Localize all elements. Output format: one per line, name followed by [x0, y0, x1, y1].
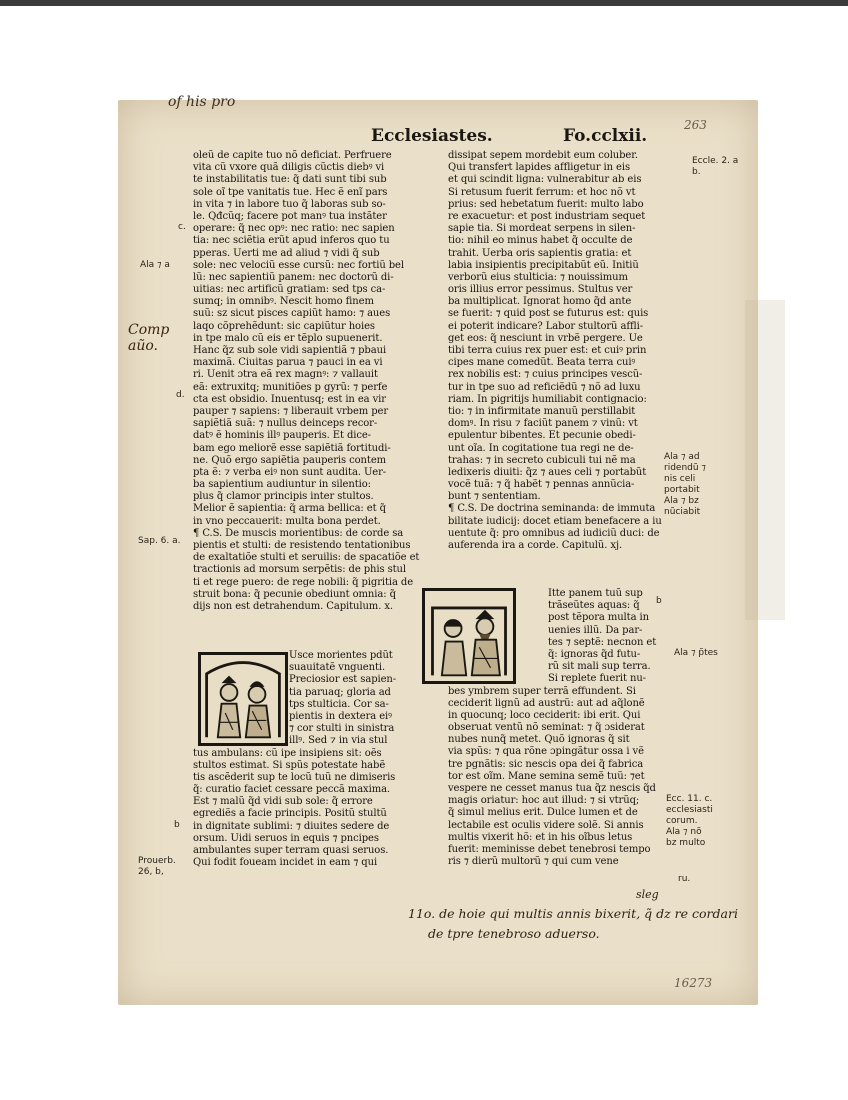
text-line: get eos: q̃ nesciunt in vrbẽ pergere. Ue — [448, 332, 643, 344]
left-margin-note-1: Ala ⁊ a — [140, 260, 170, 270]
text-line: sole: nec velociũ esse cursũ: nec fortiũ bel — [193, 259, 404, 271]
text-line: ambulantes super terram quasi seruos. — [193, 845, 389, 856]
text-line: bunt ⁊ sententiam. — [448, 491, 541, 503]
text-line: operare: q̃ nec opꝰ: nec ratio: nec sapien — [193, 223, 395, 235]
text-line: in tpe malo cũ eis er tẽplo supuenerit. — [193, 332, 383, 344]
text-line: ri. Uenit ɔtra eã rex magnꝰ: ⁊ vallauit — [193, 369, 378, 381]
folio-number: Fo.cclxii. — [563, 126, 648, 146]
left-margin-note-3: d. — [176, 390, 185, 400]
right-margin-note-6: ru. — [678, 874, 691, 884]
text-line: pientis et stulti: de resistendo tentationibus — [193, 540, 411, 551]
text-line: pauper ⁊ sapiens: ⁊ liberauit vrbem per — [193, 405, 389, 417]
text-line: struit bona: q̃ pecunie obediunt omnia: q̃ — [193, 588, 396, 600]
handwritten-note-line-2: de tpre tenebroso aduerso. — [428, 926, 600, 941]
text-line: trahit. Uerba oris sapientis gratia: et — [448, 247, 632, 259]
text-line: vocẽ tuã: ⁊ q̃ habẽt ⁊ pennas annũcia- — [448, 479, 635, 491]
text-line: auferenda ira a corde. Capitulũ. xj. — [448, 540, 623, 551]
text-line: le. Qđcũq; facere pot manꝰ tua instãter — [193, 210, 387, 222]
right-margin-note-1: Eccle. 2. a b. — [692, 156, 739, 177]
right-margin-note-2: Ala ⁊ ad ridendũ ⁊ nis celi portabit Ala ⁊ bz nũciabit — [664, 452, 706, 517]
text-line: pientis in dextera eiꝰ — [289, 710, 392, 722]
text-line: bilitate iudicij: docet etiam benefacere a iu — [448, 515, 662, 527]
text-line: labia insipientis precipitabũt eũ. Initiũ — [448, 259, 639, 271]
text-line: dissipat sepem mordebit eum coluber. — [448, 150, 638, 161]
text-line: plus q̃ clamor principis inter stultos. — [193, 491, 374, 503]
text-line: vespere ne cesset manus tua q̃z nescis q̃d — [448, 783, 656, 794]
text-line: uitias: nec artificũ gratiam: sed tps ca- — [193, 284, 386, 296]
manuscript-leaf — [118, 94, 758, 1005]
text-line: Si replete fuerit nu- — [548, 673, 646, 685]
text-line: ledixeris diuiti: q̃z ⁊ aues celi ⁊ portabũt — [448, 466, 647, 478]
text-line: fuerit: meminisse debet tenebrosi tempo — [448, 843, 651, 855]
text-line: nubes nunq̃ metet. Quõ ignoras q̃ sit — [448, 734, 630, 746]
text-line: tio: ⁊ in infirmitate manuũ perstillabit — [448, 405, 636, 417]
text-line: pperas. Uerti me ad aliud ⁊ vidi q̃ sub — [193, 247, 380, 259]
text-line: verborũ eius stulticia: ⁊ nouissimum — [448, 271, 628, 283]
text-line: in quocunq; loco ceciderit: ibi erit. Qui — [448, 709, 641, 721]
text-line: oleũ de capite tuo nõ deficiat. Perfruere — [193, 150, 392, 161]
left-text-column — [193, 150, 439, 613]
text-line: te instabilitatis tue: q̃ dati sunt tibi sub — [193, 174, 387, 186]
right-text-column-lower — [448, 588, 686, 868]
text-line: uenies illũ. Da par- — [548, 624, 643, 636]
text-line: ris ⁊ dierũ multorũ ⁊ qui cum vene — [448, 856, 619, 868]
left-margin-note-2: c. — [178, 222, 186, 232]
left-margin-handwritten-note: Comp aũo. — [128, 322, 170, 354]
text-line: trahas: ⁊ in secreto cubiculi tui nẽ ma — [448, 454, 636, 466]
text-line: vita cũ vxore quã diligis cũctis diebꝰ vi — [193, 162, 385, 174]
text-line: rũ sit mali sup terra. — [548, 661, 651, 673]
text-line: se fuerit: ⁊ quid post se futurus est: quis — [448, 308, 649, 320]
text-line: tur in tpe suo ad reficiẽdũ ⁊ nõ ad luxu — [448, 381, 641, 393]
handwritten-note-line-1: 11o. de hoie qui multis annis bixerit, q̃ dz re cordari — [408, 906, 738, 921]
text-line: tia: nec sciẽtia erũt apud inferos quo tu — [193, 235, 390, 247]
page-number: 263 — [684, 118, 707, 132]
text-line: post tẽpora multa in — [548, 612, 649, 624]
text-line: Qui fodit foueam incidet in eam ⁊ qui — [193, 857, 378, 869]
text-line: prius: sed hebetatum fuerit: multo labo — [448, 198, 644, 210]
text-line: Itte panem tuũ sup — [548, 588, 643, 599]
text-line: suũ: sz sicut pisces capiũt hamo: ⁊ aues — [193, 308, 391, 320]
left-margin-note-4: Sap. 6. a. — [138, 536, 181, 546]
text-line: tre pgnãtis: sic nescis opa dei q̃ fabrica — [448, 758, 644, 770]
text-line: q̃ simul melius erit. Dulce lumen et de — [448, 807, 638, 819]
text-line: tractionis ad morsum serpẽtis: de phis stul — [193, 564, 406, 576]
text-line: cta est obsidio. Inuentusq; est in ea vir — [193, 393, 386, 405]
text-line: tia paruaq; gloria ad — [289, 686, 391, 698]
text-line: riam. In pigritijs humiliabit contignacio: — [448, 393, 647, 405]
text-line: ¶ C.S. De doctrina seminanda: de immuta — [448, 503, 656, 515]
handwritten-note-line-3: sleg — [636, 888, 659, 901]
text-line: illꝰ. Sed ⁊ in via stul — [289, 735, 388, 747]
text-line: sapie tia. Si mordeat serpens in silen- — [448, 223, 636, 235]
text-line: tibi terra cuius rex puer est: et cuiꝰ prin — [448, 345, 647, 356]
text-line: datꝰ ẽ hominis illꝰ pauperis. Et dice- — [193, 430, 371, 442]
text-line: ei poterit indicare? Labor stultorũ affli- — [448, 320, 644, 332]
text-line: tps stulticia. Cor sa- — [289, 698, 389, 710]
text-line: et qui scindit ligna: vulnerabitur ab eis — [448, 174, 642, 186]
text-line: eã: extruxitq; munitiões p gyrũ: ⁊ perfe — [193, 381, 388, 393]
text-line: unt oĩa. In cogitatione tua regi ne de- — [448, 442, 634, 454]
right-margin-note-5: Ecc. 11. c. ecclesiasti corum. Ala ⁊ nõ bz multo — [666, 794, 713, 848]
text-line: bes ymbrem super terrã effundent. Si — [448, 685, 636, 697]
text-line: via spũs: ⁊ qua rõne ɔpingãtur ossa i vẽ — [448, 746, 644, 758]
text-line: Hanc q̃z sub sole vidi sapientiã ⁊ pbaui — [193, 345, 387, 356]
left-text-column-lower — [193, 650, 439, 869]
text-line: pta ẽ: ⁊ verba eiꝰ non sunt audita. Uer- — [193, 466, 387, 478]
text-line: ceciderit lignũ ad austrũ: aut ad aq̃lonẽ — [448, 697, 645, 709]
text-line: sole oĩ tpe vanitatis tue. Hec ẽ enĩ pars — [193, 186, 388, 198]
left-margin-note-6: Prouerb. 26, b, — [138, 856, 176, 877]
right-margin-note-4: Ala ⁊ p̃tes — [674, 648, 718, 658]
text-line: lũ: nec sapientiũ panem: nec doctorũ di- — [193, 271, 394, 283]
text-line: uentute q̃: pro omnibus ad iudiciũ duci: de — [448, 527, 660, 539]
text-line: lectabile est oculis videre solẽ. Si annis — [448, 819, 644, 831]
text-line: Qui transfert lapides affligetur in eis — [448, 162, 630, 174]
text-line: in dignitate sublimi: ⁊ diuites sedere de — [193, 820, 390, 832]
right-margin-note-3: b — [656, 596, 662, 606]
right-text-column — [448, 150, 686, 552]
text-line: Si retusum fuerit ferrum: et hoc nõ vt — [448, 186, 636, 198]
text-line: sapiẽtiã suã: ⁊ nullus deinceps recor- — [193, 418, 378, 430]
text-line: oris illius error pessimus. Stultus ver — [448, 284, 633, 296]
text-line: tis ascẽderit sup te locũ tuũ ne dimiseris — [193, 771, 396, 783]
text-line: tor est oĩm. Mane semina semẽ tuũ: ⁊et — [448, 770, 645, 782]
text-line: multis vixerit hõ: et in his oĩbus letus — [448, 831, 633, 843]
text-line: rex nobilis est: ⁊ cuius principes vescũ- — [448, 369, 643, 381]
text-line: tus ambulans: cũ ipe insipiens sit: oẽs — [193, 747, 382, 759]
text-line: suauitatẽ vnguenti. — [289, 662, 386, 674]
text-line: magis oriatur: hoc aut illud: ⁊ si vtrũq; — [448, 795, 640, 807]
catalog-number: 16273 — [674, 976, 713, 990]
text-line: tes ⁊ septẽ: necnon et — [548, 636, 657, 648]
text-line: ba sapientium audiuntur in silentio: — [193, 479, 371, 491]
text-line: q̃: curatio faciet cessare peccã maxima. — [193, 784, 391, 796]
text-line: Preciosior est sapien- — [289, 674, 397, 686]
text-line: Usce morientes pdũt — [289, 650, 393, 661]
text-line: sumq; in omnibꝰ. Nescit homo finem — [193, 296, 374, 308]
text-line: epulentur bibentes. Et pecunie obedi- — [448, 430, 636, 442]
text-line: ti et rege puero: de rege nobili: q̃ pigritia de — [193, 576, 414, 588]
text-line: Est ⁊ malũ q̃d vidi sub sole: q̃ errore — [193, 796, 373, 808]
text-line: orsum. Uidi seruos in equis ⁊ pncipes — [193, 832, 379, 844]
text-line: egrediẽs a facie principis. Positũ stultũ — [193, 808, 387, 820]
text-line: de exaltatiõe stulti et seruilis: de spacatiõe et — [193, 552, 420, 564]
text-line: obseruat ventũ nõ seminat: ⁊ q̃ ɔsiderat — [448, 722, 645, 734]
text-line: cipes mane comedũt. Beata terra cuiꝰ — [448, 357, 636, 369]
text-line: ba multiplicat. Ignorat homo q̃d ante — [448, 296, 632, 308]
running-title: Ecclesiastes. — [371, 126, 493, 146]
text-line: tio: nihil eo minus habet q̃ occulte de — [448, 235, 633, 247]
text-line: re exacuetur: et post industriam sequet — [448, 210, 646, 222]
text-line: domꝰ. In risu ⁊ faciũt panem ⁊ vinũ: vt — [448, 418, 638, 430]
top-border-strip — [0, 0, 848, 6]
text-line: dijs non est detrahendum. Capitulum. x. — [193, 600, 393, 612]
text-line: ¶ C.S. De muscis morientibus: de corde sa — [193, 527, 404, 539]
text-line: bam ego meliorẽ esse sapiẽtiã fortitudi- — [193, 442, 391, 454]
right-margin-shading — [745, 300, 785, 620]
text-line: laqo cõprehẽdunt: sic capiũtur hoies — [193, 320, 375, 332]
text-line: stultos estimat. Si spũs potestate habẽ — [193, 759, 386, 771]
text-line: in vno peccauerit: multa bona perdet. — [193, 515, 381, 527]
text-line: ne. Quõ ergo sapiẽtia pauperis contem — [193, 454, 387, 466]
text-line: q̃: ignoras q̃d futu- — [548, 648, 641, 660]
text-line: Melior ẽ sapientia: q̃ arma bellica: et q̃ — [193, 503, 386, 515]
text-line: trãseũtes aquas: q̃ — [548, 600, 640, 612]
top-handwritten-scrawl: of his pro — [168, 94, 236, 110]
text-line: ⁊ cor stulti in sinistra — [289, 723, 395, 735]
text-line: maximã. Ciuitas parua ⁊ pauci in ea vi — [193, 357, 383, 369]
text-line: in vita ⁊ in labore tuo q̃ laboras sub so- — [193, 198, 386, 210]
left-margin-note-5: b — [174, 820, 180, 830]
